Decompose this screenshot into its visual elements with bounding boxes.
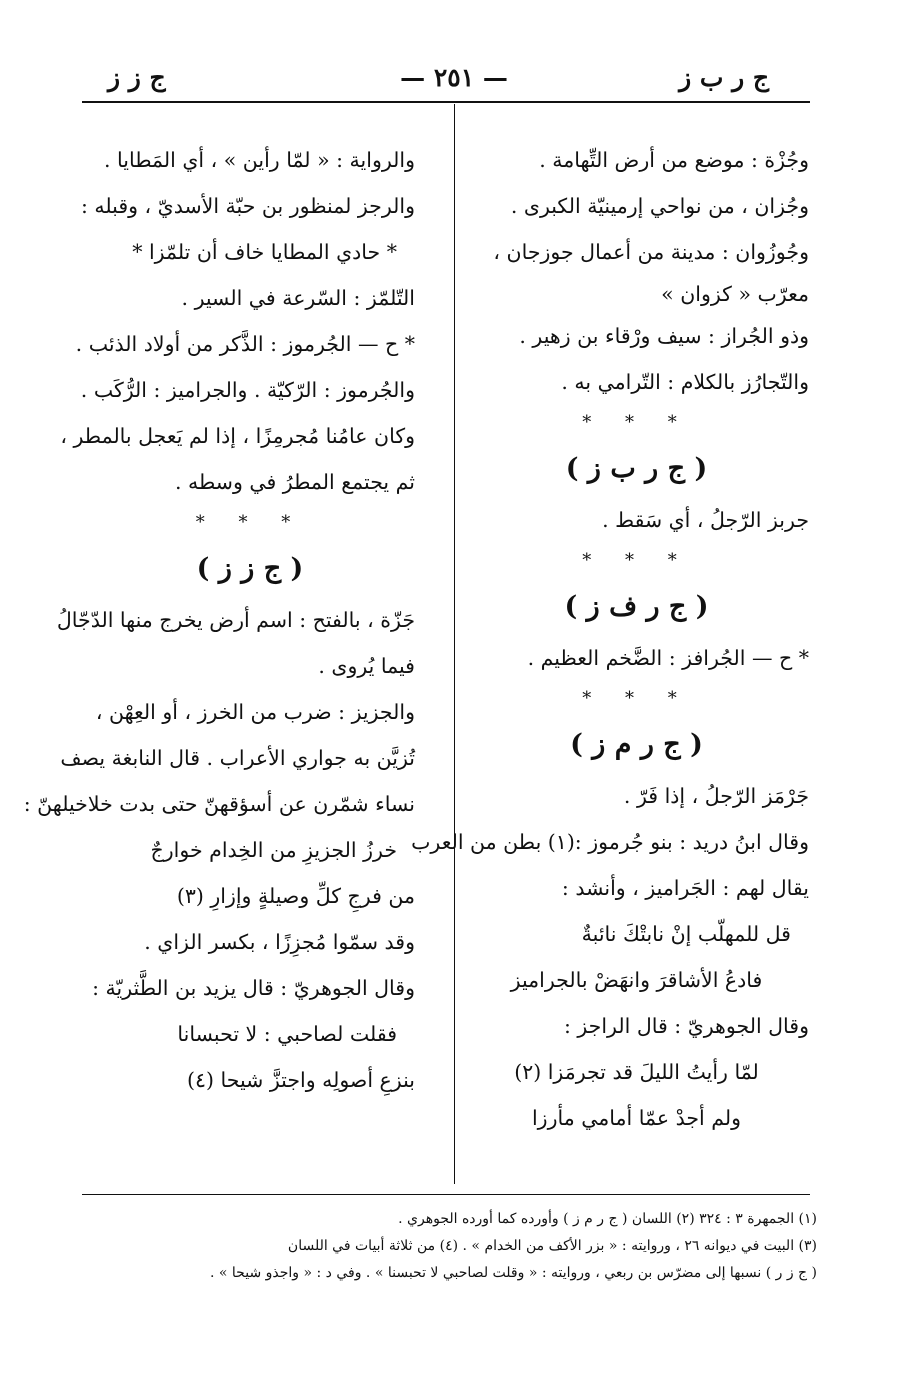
verse-line: قل للمهلّب إنْ نابتْكَ نائبةٌ (581, 922, 791, 946)
entry-line: وذو الجُراز : سيف ورْقاء بن زهير . (519, 324, 809, 348)
verse-line: فقلت لصاحبي : لا تحبسانا (177, 1022, 397, 1046)
entry-line: يقال لهم : الجَراميز ، وأنشد : (561, 876, 809, 900)
verse-line: ولم أجدْ عمّا أمامي مأرزا (531, 1106, 742, 1130)
entry-line: * ح — الجُرافز : الضَّخم العظيم . (527, 646, 809, 670)
entry-line: جربز الرّجلُ ، أي سَقط . (602, 508, 809, 532)
section-divider: * * * (582, 550, 691, 571)
entry-line: التّلمّز : السّرعة في السير . (181, 286, 415, 310)
verse-line: * حادي المطايا خاف أن تلمّزا * (132, 240, 397, 264)
entry-line: والرجز لمنظور بن حبّة الأسديّ ، وقبله : (80, 194, 415, 218)
verse-line: خرزُ الجزيزِ من الخِدام خوارجٌ (150, 838, 397, 862)
entry-line: جَرْمَز الرّجلُ ، إذا فَرّ . (623, 784, 809, 808)
entry-line: * ح — الجُرموز : الذَّكر من أولاد الذئب . (75, 332, 415, 356)
entry-line: وقال ابنُ دريد : بنو جُرموز :(١) بطن من العرب (411, 830, 809, 854)
entry-line: والتّجارُز بالكلام : التّرامي به . (561, 370, 809, 394)
verse-line: لمّا رأيتُ الليلَ قد تجرمَزا (٢) (514, 1060, 759, 1084)
running-head-root-left: ج ز ز (108, 63, 166, 92)
entry-line: جَزّة ، بالفتح : اسم أرض يخرج منها الدّجّالُ (56, 608, 415, 632)
footnote-line: (١) الجمهرة ٣ : ٣٢٤ (٢) اللسان ( ج ر م ز ) وأورده كما أورده الجوهري . (398, 1211, 817, 1227)
section-divider: * * * (195, 512, 305, 533)
footnotes (87, 1206, 817, 1287)
entry-line: وجُوزُوان : مدينة من أعمال جوزجان ، (493, 240, 809, 264)
right-column (411, 137, 809, 1141)
entry-line: تُزيَّن به جواري الأعراب . قال النابغة يصف (60, 746, 415, 770)
entry-line: والجُرموز : الرّكيّة . والجراميز : الرُّكَب . (80, 378, 415, 402)
root-heading: ( ج ر ب ز ) (565, 453, 708, 484)
verse-line: فادعُ الأشاقرَ وانهَضْ بالجراميز (510, 968, 763, 992)
verse-line: من فرجِ كلِّ وصيلةٍ وإزارِ (٣) (176, 884, 415, 908)
section-divider: * * * (582, 688, 691, 709)
entry-line: معرّب « كزوان » (661, 282, 809, 306)
entry-line: وقال الجوهريّ : قال يزيد بن الطَّثريّة : (92, 976, 415, 1000)
left-column (23, 137, 415, 1103)
footnote-line: (٣) البيت في ديوانه ٢٦ ، وروايته : « بزر الأكف من الخدام » . (٤) من ثلاثة أبيات في اللسان (287, 1238, 817, 1254)
entry-line: ثم يجتمع المطرُ في وسطه . (174, 470, 415, 494)
entry-line: فيما يُروى . (318, 654, 415, 678)
root-heading: ( ج ر ف ز ) (564, 591, 709, 622)
footnote-line: ( ج ز ر ) نسبها إلى مضرّس بن ربعي ، وروايته : « وقلت لصاحبي لا تحبسنا » . وفي د : « واجذو شيحا » . (210, 1265, 817, 1281)
running-head-root-right: ج ر ب ز (679, 63, 769, 92)
entry-line: نساء شمّرن عن أسؤقهنّ حتى بدت خلاخيلهنّ : (23, 792, 415, 816)
entry-line: والرواية : « لمّا رأين » ، أي المَطايا . (103, 148, 415, 172)
header-rule (82, 101, 810, 103)
entry-line: وقد سمّوا مُجزِزًا ، بكسر الزاي . (144, 930, 415, 954)
entry-line: والجزيز : ضرب من الخرز ، أو العِهْن ، (95, 700, 415, 724)
root-heading: ( ج ر م ز ) (570, 729, 703, 760)
footnote-rule (82, 1194, 810, 1195)
entry-line: وكان عامُنا مُجرمِزًا ، إذا لم يَعجل بالمطر ، (60, 424, 415, 448)
page-number: — ٢٥١ — (400, 63, 508, 92)
column-separator (454, 104, 455, 1184)
entry-line: وجُزان ، من نواحي إرمينيّة الكبرى . (510, 194, 809, 218)
root-heading: ( ج ز ز ) (196, 553, 304, 584)
section-divider: * * * (582, 412, 691, 433)
verse-line: بنزعِ أصولِه واجتزَّ شيحا (٤) (186, 1068, 415, 1092)
entry-line: وقال الجوهريّ : قال الراجز : (563, 1014, 809, 1038)
entry-line: وجُزْة : موضع من أرض التِّهامة . (539, 148, 809, 172)
